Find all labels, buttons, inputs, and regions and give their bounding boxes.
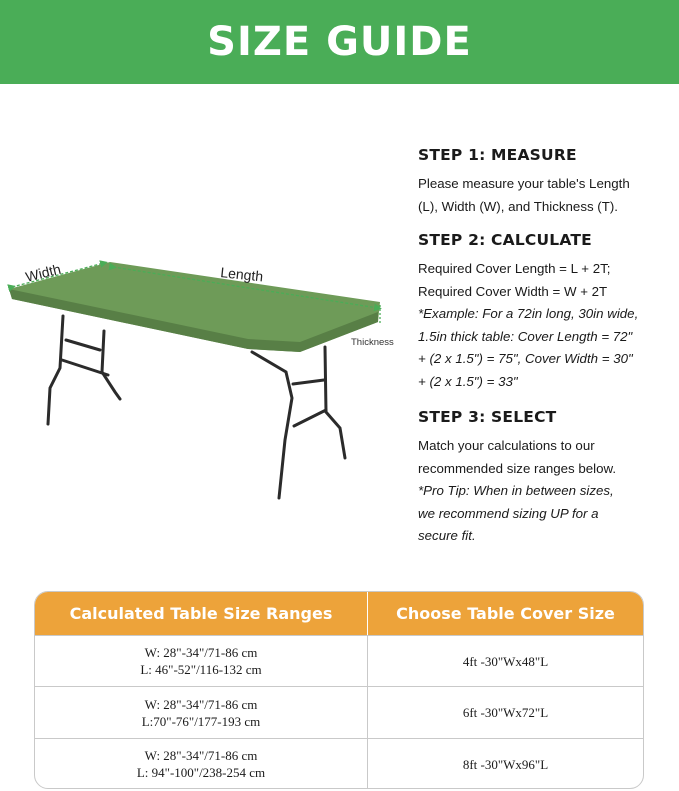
header-cover-size: Choose Table Cover Size [396, 604, 615, 623]
size-range-cell [35, 687, 368, 738]
table-row [35, 738, 643, 789]
step-3-section [418, 408, 616, 548]
width-range: W: 28"-34"/71-86 cm [144, 748, 258, 763]
size-guide-banner [0, 0, 679, 84]
cover-size-cell: 4ft -30"Wx48"L [462, 653, 549, 669]
step-1-section [418, 146, 630, 218]
width-range: W: 28"-34"/71-86 cm [144, 645, 258, 660]
formula-line: Required Cover Length = L + 2T; [418, 261, 611, 276]
table-row [35, 635, 643, 686]
length-label: Length [219, 264, 264, 285]
example-line: + (2 x 1.5") = 75", Cover Width = 30" [418, 351, 633, 366]
size-chart-table [34, 591, 644, 789]
step-1-line: Please measure your table's Length [418, 176, 630, 191]
table-top [9, 262, 380, 352]
example-line: 1.5in thick table: Cover Length = 72" [418, 328, 633, 344]
table-row [35, 686, 643, 738]
folding-table-illustration [0, 240, 400, 510]
header-size-ranges: Calculated Table Size Ranges [35, 592, 368, 635]
step-1-text [418, 173, 630, 218]
formula-line: Required Cover Width = W + 2T [418, 283, 608, 299]
step-2-text [418, 258, 638, 393]
step-2-section [418, 231, 638, 393]
step-2-title: STEP 2: CALCULATE [418, 231, 592, 249]
length-range: L:70"-76"/177-193 cm [141, 713, 261, 729]
step-3-title: STEP 3: SELECT [418, 408, 557, 426]
length-range: L: 94"-100"/238-254 cm [136, 765, 266, 780]
size-range-cell [35, 636, 368, 686]
step-3-line: Match your calculations to our [418, 438, 595, 453]
width-label: Width [23, 260, 63, 285]
step-1-title: STEP 1: MEASURE [418, 146, 577, 164]
example-line: + (2 x 1.5") = 33" [418, 373, 518, 389]
pro-tip-line: we recommend sizing UP for a [418, 505, 599, 521]
length-range: L: 46"-52"/116-132 cm [140, 662, 262, 677]
page-title: SIZE GUIDE [207, 19, 472, 65]
thickness-label: Thickness [351, 337, 394, 348]
pro-tip-line: *Pro Tip: When in between sizes, [418, 483, 614, 498]
step-1-line: (L), Width (W), and Thickness (T). [418, 198, 618, 214]
example-line: *Example: For a 72in long, 30in wide, [418, 306, 639, 321]
width-range: W: 28"-34"/71-86 cm [144, 696, 258, 712]
table-header-row [35, 592, 643, 635]
cover-size-cell: 6ft -30"Wx72"L [462, 705, 549, 720]
step-3-line: recommended size ranges below. [418, 460, 617, 476]
size-range-cell [35, 739, 368, 789]
step-3-text [418, 435, 616, 548]
cover-size-cell: 8ft -30"Wx96"L [462, 756, 549, 772]
pro-tip-line: secure fit. [418, 528, 476, 543]
